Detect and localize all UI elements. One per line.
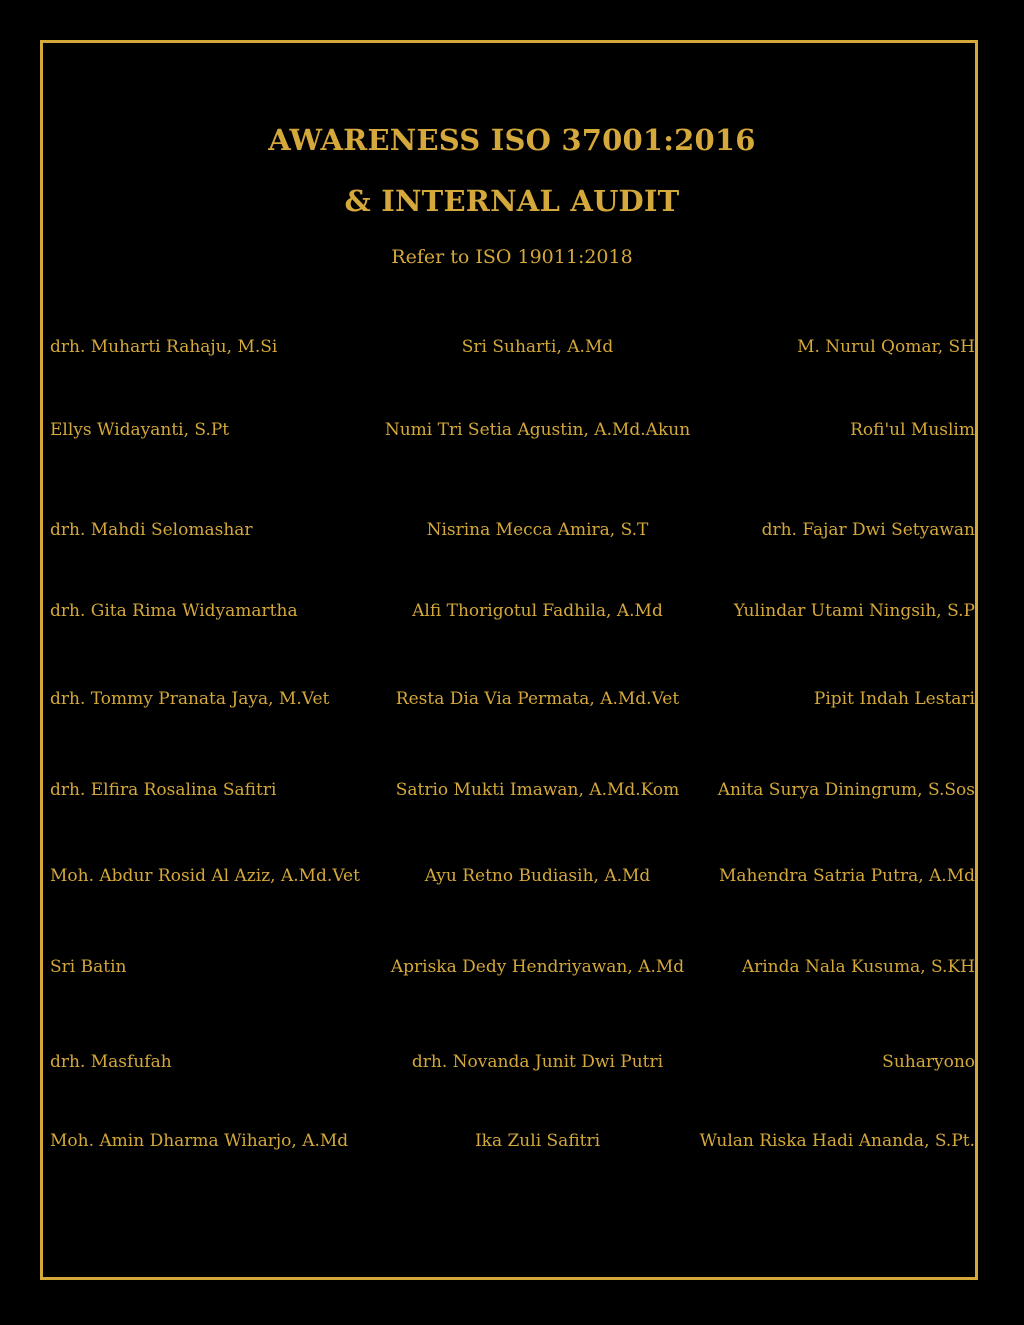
participant-name: Anita Surya Diningrum, S.Sos — [717, 780, 975, 800]
page-title-line-2: & INTERNAL AUDIT — [344, 184, 680, 218]
participant-name: Alfi Thorigotul Fadhila, A.Md — [412, 601, 663, 621]
participant-name: Rofi'ul Muslim — [850, 420, 975, 440]
participant-name: Wulan Riska Hadi Ananda, S.Pt. — [699, 1131, 975, 1151]
participant-name: drh. Tommy Pranata Jaya, M.Vet — [50, 689, 330, 709]
name-row — [50, 334, 975, 360]
page-subtitle: Refer to ISO 19011:2018 — [391, 246, 633, 268]
participant-name: Moh. Abdur Rosid Al Aziz, A.Md.Vet — [50, 866, 360, 886]
participant-name: Satrio Mukti Imawan, A.Md.Kom — [395, 780, 680, 800]
participant-name: drh. Mahdi Selomashar — [50, 520, 253, 540]
name-row — [50, 777, 975, 803]
participant-name-wrapper — [50, 417, 975, 443]
participant-name: Pipit Indah Lestari — [813, 689, 975, 709]
name-row — [50, 954, 975, 980]
participant-name: Apriska Dedy Hendriyawan, A.Md — [390, 957, 685, 977]
participant-name: Moh. Amin Dharma Wiharjo, A.Md — [50, 1131, 349, 1151]
name-row — [50, 863, 975, 889]
participant-name: drh. Masfufah — [50, 1052, 172, 1072]
name-row — [50, 417, 975, 443]
name-row — [50, 598, 975, 624]
participant-name: Yulindar Utami Ningsih, S.P — [733, 601, 975, 621]
participant-name: drh. Novanda Junit Dwi Putri — [411, 1052, 664, 1072]
name-row — [50, 686, 975, 712]
participant-name: Ayu Retno Budiasih, A.Md — [424, 866, 651, 886]
participant-name: Ellys Widayanti, S.Pt — [50, 420, 230, 440]
participant-name: drh. Muharti Rahaju, M.Si — [50, 337, 278, 357]
participant-name-wrapper — [50, 1049, 975, 1075]
participant-name: Resta Dia Via Permata, A.Md.Vet — [395, 689, 680, 709]
participant-name: Numi Tri Setia Agustin, A.Md.Akun — [384, 420, 691, 440]
participant-name: Arinda Nala Kusuma, S.KH — [741, 957, 975, 977]
participant-name: Ika Zuli Safitri — [474, 1131, 601, 1151]
participant-name: Sri Batin — [50, 957, 127, 977]
name-row — [50, 1049, 975, 1075]
name-row — [50, 517, 975, 543]
participant-name: Mahendra Satria Putra, A.Md — [718, 866, 975, 886]
participant-name: Suharyono — [882, 1052, 975, 1072]
participant-name: Nisrina Mecca Amira, S.T — [426, 520, 649, 540]
participant-name: Sri Suharti, A.Md — [461, 337, 614, 357]
page-title-line-1: AWARENESS ISO 37001:2016 — [268, 123, 756, 157]
participant-name: drh. Gita Rima Widyamartha — [50, 601, 298, 621]
participant-name: M. Nurul Qomar, SH — [797, 337, 975, 357]
name-row — [50, 1128, 975, 1154]
participant-name: drh. Fajar Dwi Setyawan — [761, 520, 975, 540]
participant-name: drh. Elfira Rosalina Safitri — [50, 780, 277, 800]
